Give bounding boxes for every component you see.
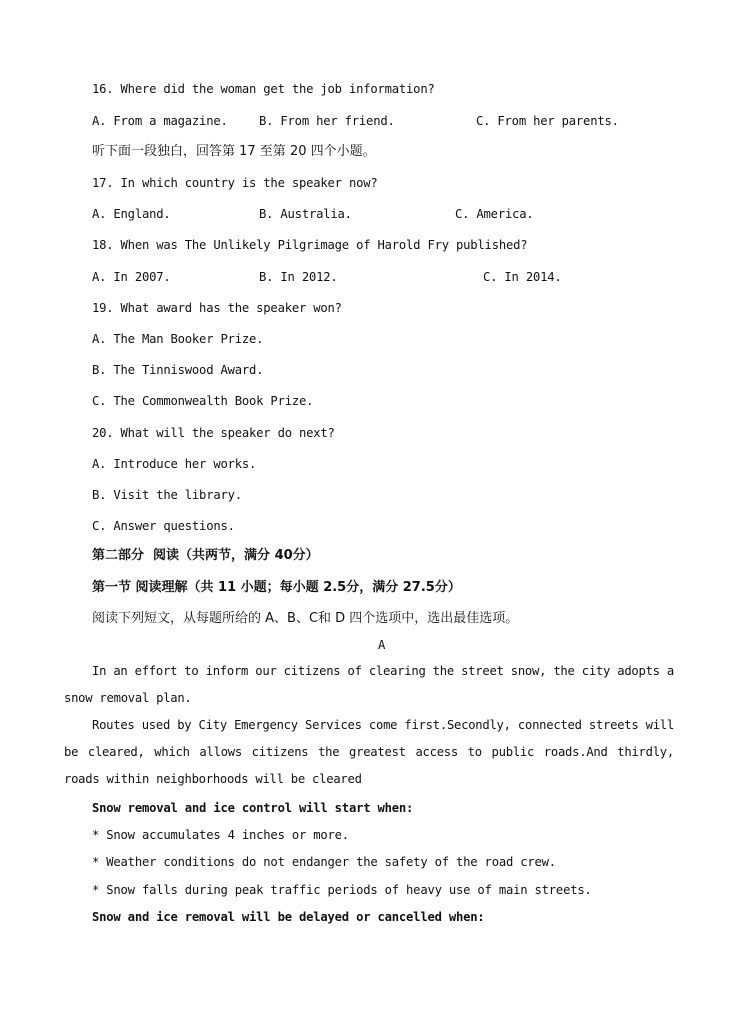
q18-option-b: B. In 2012.	[259, 270, 338, 284]
q17-stem: 17. In which country is the speaker now?	[92, 176, 378, 190]
passage-label: A	[378, 638, 386, 652]
q20-option-a: A. Introduce her works.	[92, 457, 257, 471]
bullet-item: * Snow accumulates 4 inches or more.	[92, 828, 349, 842]
delay-conditions-heading: Snow and ice removal will be delayed or cancelled when:	[92, 910, 485, 924]
q20-stem: 20. What will the speaker do next?	[92, 426, 335, 440]
q16-option-c: C. From her parents.	[476, 114, 619, 128]
q16-stem: 16. Where did the woman get the job information?	[92, 82, 435, 96]
start-conditions-heading: Snow removal and ice control will start when:	[92, 801, 414, 815]
section1-heading: 第一节 阅读理解（共 11 小题；每小题 2.5分，满分 27.5分）	[92, 580, 461, 595]
monologue-instruction: 听下面一段独白，回答第 17 至第 20 四个小题。	[92, 144, 376, 159]
q19-stem: 19. What award has the speaker won?	[92, 301, 342, 315]
q17-option-c: C. America.	[455, 207, 534, 221]
q19-option-c: C. The Commonwealth Book Prize.	[92, 394, 314, 408]
q18-option-c: C. In 2014.	[483, 270, 562, 284]
reading-instruction: 阅读下列短文，从每题所给的 A、B、C和 D 四个选项中，选出最佳选项。	[92, 611, 519, 626]
part2-heading: 第二部分 阅读（共两节，满分 40分）	[92, 548, 319, 563]
q16-option-a: A. From a magazine.	[92, 114, 228, 128]
q18-stem: 18. When was The Unlikely Pilgrimage of Harold Fry published?	[92, 238, 528, 252]
bullet-item: * Weather conditions do not endanger the safety of the road crew.	[92, 855, 556, 869]
q19-option-b: B. The Tinniswood Award.	[92, 363, 264, 377]
q19-option-a: A. The Man Booker Prize.	[92, 332, 264, 346]
q20-option-c: C. Answer questions.	[92, 519, 235, 533]
bullet-item: * Snow falls during peak traffic periods of heavy use of main streets.	[92, 883, 592, 897]
q20-option-b: B. Visit the library.	[92, 488, 242, 502]
q18-option-a: A. In 2007.	[92, 270, 171, 284]
q17-option-a: A. England.	[92, 207, 171, 221]
passage-paragraph-1: In an effort to inform our citizens of clearing the street snow, the city adopts a snow removal plan.	[64, 664, 674, 705]
passage-paragraph-2: Routes used by City Emergency Services come first.Secondly, connected streets will be cleared, which allows citizens the greatest access to public roads.And thirdly, roads within neighborhoods will be cleared	[64, 718, 674, 786]
q17-option-b: B. Australia.	[259, 207, 352, 221]
q16-option-b: B. From her friend.	[259, 114, 395, 128]
